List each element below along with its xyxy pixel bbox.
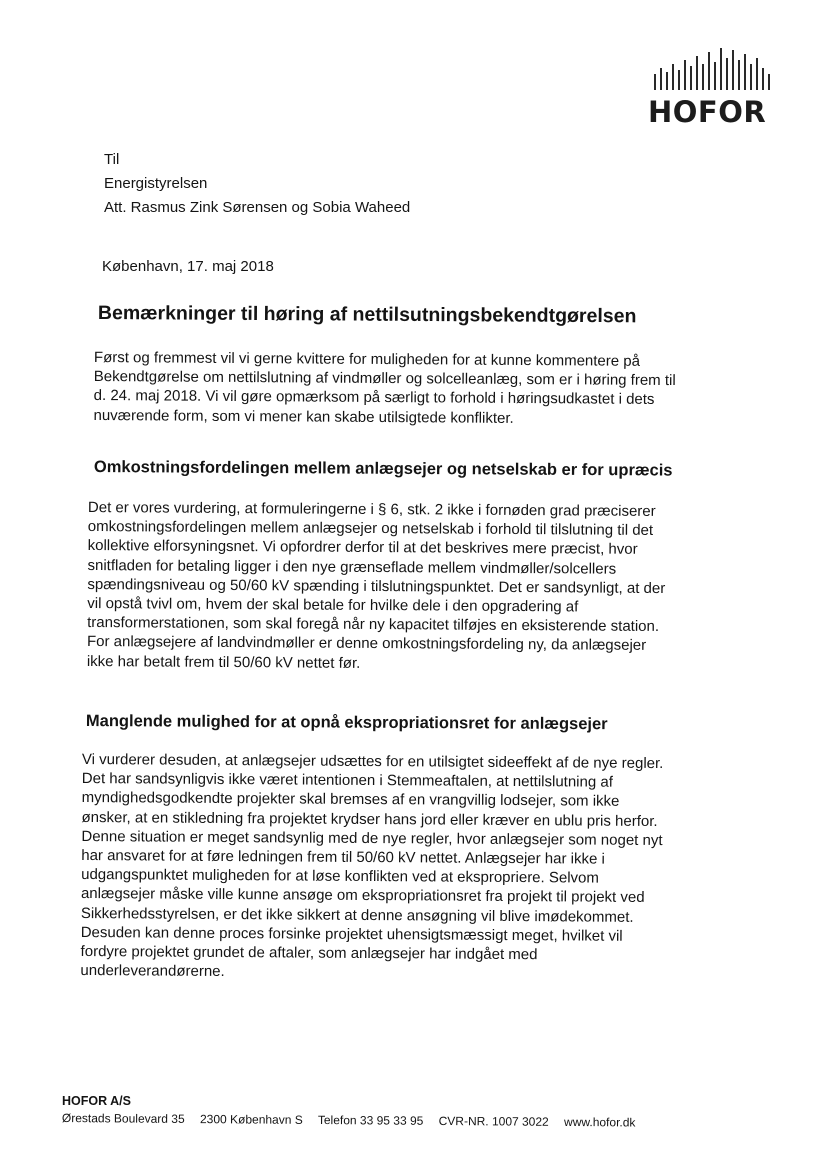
letter-date: København, 17. maj 2018	[102, 258, 274, 275]
paragraph-line: myndighedsgodkendte projekter skal bremses af en vrangvillig lodsejer, som ikke	[81, 789, 620, 811]
section-heading-expropriation: Manglende mulighed for at opnå ekspropriationsret for anlægsejer	[85, 712, 608, 734]
paragraph-line: kollektive elforsyningsnet. Vi opfordrer derfor til at det beskrives mere præcist, hvor	[87, 537, 638, 559]
footer-company: HOFOR A/S	[62, 1094, 131, 1108]
footer-web-link[interactable]: www.hofor.dk	[564, 1114, 636, 1130]
paragraph-line: d. 24. maj 2018. Vi vil gøre opmærksom på særligt to forhold i høringsudkastet i dets	[93, 387, 655, 409]
paragraph-line: ikke har betalt frem til 50/60 kV nettet før.	[86, 652, 361, 672]
footer-phone: Telefon 33 95 33 95	[317, 1113, 424, 1128]
intro-paragraph	[93, 348, 675, 429]
paragraph-line: Først og fremmest vil vi gerne kvittere for muligheden for at kunne kommentere på	[93, 348, 641, 370]
paragraph-line: Desuden kan denne proces forsinke projektet uhensigtsmæssigt meget, hvilket vil	[80, 923, 623, 945]
paragraph-line: transformerstationen, som skal foregå når ny kapacitet tilføjes en eksisterende station.	[87, 614, 660, 636]
footer-cvr: CVR-NR. 1007 3022	[438, 1113, 549, 1129]
paragraph-line: anlægsejer måske ville kunne ansøge om ekspropriationsret fra projekt til projekt ved	[80, 885, 645, 907]
expropriation-paragraph	[80, 750, 663, 984]
paragraph-line: Bekendtgørelse om nettilslutning af vindmøller og solcelleanlæg, som er i høring frem til	[93, 368, 676, 390]
paragraph-line: vil opstå tvivl om, hvem der skal betale for hvilke dele i den opgradering af	[87, 595, 579, 616]
recipient-line: Att. Rasmus Zink Sørensen og Sobia Waheed	[104, 199, 411, 216]
recipient-line: Energistyrelsen	[104, 175, 208, 192]
paragraph-line: udgangspunktet muligheden for at løse konflikten ved at ekspropriere. Selvom	[81, 866, 599, 887]
paragraph-line: Det har sandsynligvis ikke været intentionen i Stemmeaftalen, at nettilslutning af	[81, 770, 613, 791]
recipient-line: Til	[104, 151, 120, 168]
paragraph-line: spændingsniveau og 50/60 kV spænding i tilslutningspunktet. Det er sandsynligt, at der	[87, 575, 666, 597]
logo-wordmark: HOFOR	[648, 95, 767, 129]
section-heading-cost-allocation: Omkostningsfordelingen mellem anlægsejer og netselskab er for upræcis	[93, 458, 673, 480]
paragraph-line: ønsker, at en stikledning fra projektet krydser hans jord eller kræver en ublu pris herfor.	[81, 808, 658, 830]
letter-title: Bemærkninger til høring af nettilsutningsbekendtgørelsen	[97, 302, 637, 328]
paragraph-line: fordyre projektet grundet de aftaler, som anlægsejer har indgået med	[80, 943, 538, 964]
letter-footer	[61, 1094, 636, 1130]
paragraph-line: Vi vurderer desuden, at anlægsejer udsættes for en utilsigtet sideeffekt af de nye regler.	[81, 751, 664, 773]
paragraph-line: har ansvaret for at føre ledningen frem til 50/60 kV nettet. Anlægsejer har ikke i	[81, 847, 605, 868]
paragraph-line: nuværende form, som vi mener kan skabe utilsigtede konflikter.	[93, 406, 514, 427]
paragraph-line: underleverandørerne.	[80, 962, 225, 981]
paragraph-line: Denne situation er meget sandsynlig med de nye regler, hvor anlægsejer som noget nyt	[81, 827, 663, 849]
cost-allocation-paragraph	[87, 498, 666, 675]
footer-contact-line	[62, 1111, 636, 1130]
footer-city: 2300 København S	[199, 1112, 303, 1127]
paragraph-line: For anlægsejere af landvindmøller er denne omkostningsfordeling ny, da anlægsejer	[86, 633, 647, 655]
paragraph-line: Det er vores vurdering, at formuleringerne i § 6, stk. 2 ikke i fornøden grad præciserer	[87, 498, 656, 520]
recipient-block	[104, 148, 410, 220]
hofor-logo	[648, 44, 774, 130]
paragraph-line: omkostningsfordelingen mellem anlægsejer og netselskab i forhold til tilslutning til det	[87, 518, 654, 540]
paragraph-line: snitfladen for betaling ligger i den nye grænseflade mellem vindmøller/solcellers	[87, 556, 617, 578]
footer-address: Ørestads Boulevard 35	[61, 1111, 185, 1126]
logo-bars-icon	[650, 44, 774, 96]
paragraph-line: Sikkerhedsstyrelsen, er det ikke sikkert at denne ansøgning vil blive imødekommet.	[80, 904, 634, 926]
